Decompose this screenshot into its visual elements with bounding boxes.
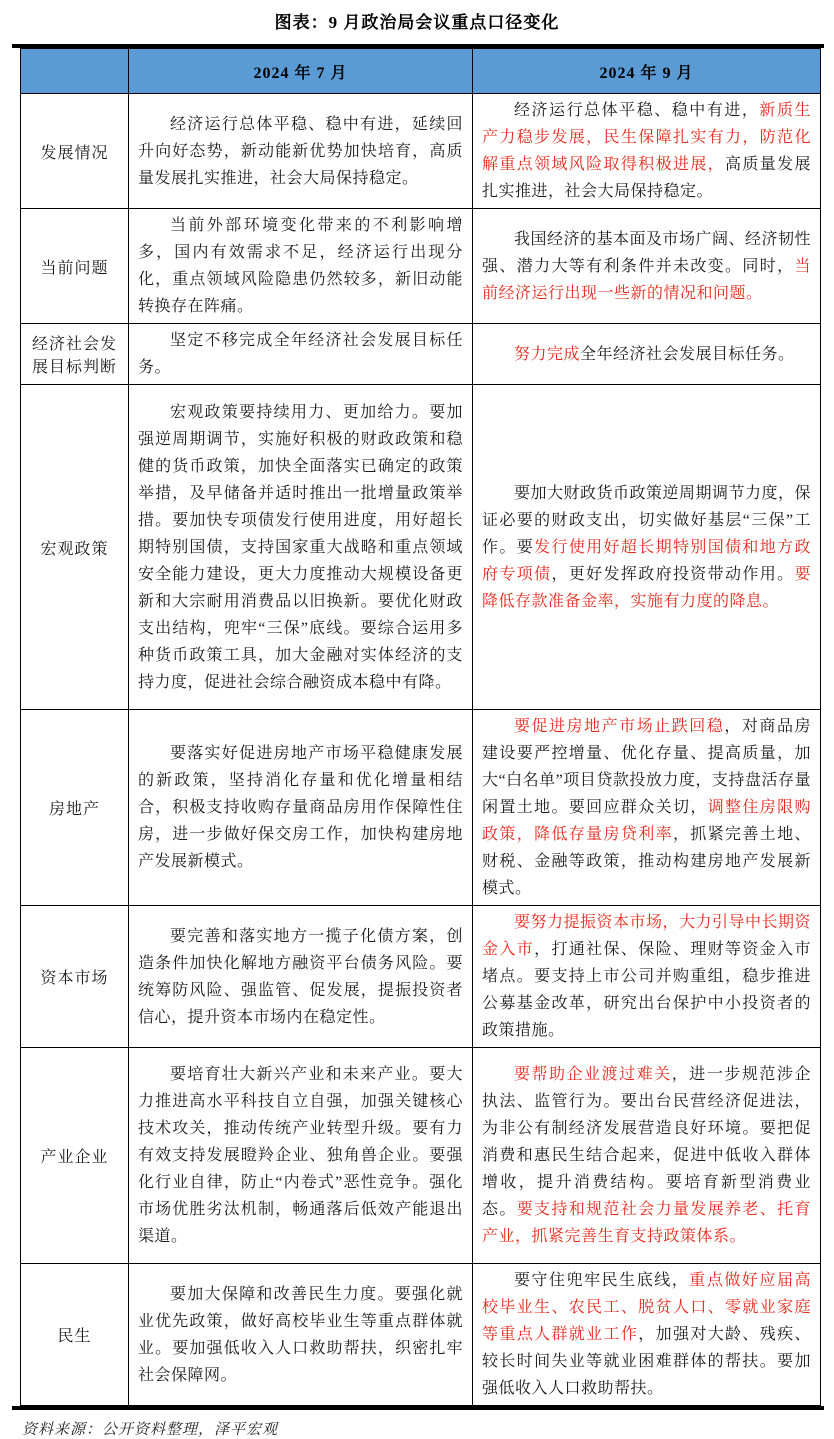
cell-july xyxy=(129,906,473,1048)
highlighted-text: 要努力提振资本市场，大力引导中长期资金入市 xyxy=(482,914,812,958)
cell-sept xyxy=(473,710,821,906)
cell-july-text xyxy=(138,740,463,875)
comparison-table-wrap xyxy=(20,48,820,1406)
cell-july xyxy=(129,94,473,209)
table-row xyxy=(21,94,821,209)
cell-july-text xyxy=(138,1281,463,1389)
plain-text: 当前外部环境变化带来的不利影响增多，国内有效需求不足，经济运行出现分化，重点领域风险隐患仍然较多，新旧动能转换存在阵痛。 xyxy=(138,217,463,315)
row-label: 宏观政策 xyxy=(21,385,129,710)
row-label: 民生 xyxy=(21,1264,129,1406)
plain-text: 要完善和落实地方一揽子化债方案，创造条件加快化解地方融资平台债务风险。要统筹防风险、强监管、促发展，提振投资者信心，提升资本市场内在稳定性。 xyxy=(138,927,463,1026)
comparison-table xyxy=(20,48,821,1406)
cell-sept xyxy=(473,209,821,324)
cell-july-text xyxy=(138,923,463,1031)
plain-text: 要加大保障和改善民生力度。要强化就业优先政策，做好高校毕业生等重点群体就业。要加强低收入人口救助帮扶，织密扎牢社会保障网。 xyxy=(138,1285,463,1384)
highlighted-text: 当前经济运行出现一些新的情况和问题。 xyxy=(482,257,811,302)
plain-text: ，加强对大龄、残疾、较长时间失业等就业困难群体的帮扶。要加强低收入人口救助帮扶。 xyxy=(482,1326,811,1397)
plain-text: ，对商品房建设要严控增量、优化存量、提高质量，加大“白名单”项目贷款投放力度，支持盘活存量闲置土地。要回应群众关切， xyxy=(482,718,811,816)
plain-text: 要落实好促进房地产市场平稳健康发展的新政策，坚持消化存量和优化增量相结合，积极支持收购存量商品房用作保障性住房，进一步做好保交房工作，加快构建房地产发展新模式。 xyxy=(138,745,463,870)
bottom-rule xyxy=(12,1406,824,1410)
highlighted-text: 调整住房限购政策，降低存量房贷利率 xyxy=(482,799,811,843)
plain-text: 要守住兜牢民生底线， xyxy=(514,1272,690,1289)
plain-text: 高质量发展扎实推进，社会大局保持稳定。 xyxy=(482,156,811,200)
row-label: 房地产 xyxy=(21,710,129,906)
row-label: 经济社会发展目标判断 xyxy=(21,324,129,385)
highlighted-text: 要促进房地产市场止跌回稳 xyxy=(514,718,725,735)
table-body xyxy=(21,94,821,1406)
table-row xyxy=(21,324,821,385)
row-label: 产业企业 xyxy=(21,1048,129,1264)
cell-sept-text xyxy=(482,226,811,307)
cell-july-text xyxy=(138,1061,463,1250)
cell-july-text xyxy=(138,327,463,381)
cell-sept xyxy=(473,94,821,209)
plain-text: 全年经济社会发展目标任务。 xyxy=(580,345,795,363)
plain-text: 我国经济的基本面及市场广阔、经济韧性强、潜力大等有利条件并未改变。同时， xyxy=(482,230,812,275)
row-label: 当前问题 xyxy=(21,209,129,324)
cell-july xyxy=(129,209,473,324)
plain-text: ，打通社保、保险、理财等资金入市堵点。要支持上市公司并购重组，稳步推进公募基金改革，研究出台保护中小投资者的政策措施。 xyxy=(482,941,811,1039)
cell-july xyxy=(129,710,473,906)
cell-july xyxy=(129,1048,473,1264)
highlighted-text: 新质生产力稳步发展，民生保障扎实有力，防范化解重点领域风险取得积极进展， xyxy=(482,102,811,173)
header-label-cell xyxy=(21,49,129,94)
highlighted-text: 要帮助企业渡过难关 xyxy=(514,1066,672,1083)
row-label: 发展情况 xyxy=(21,94,129,209)
cell-sept-text xyxy=(482,1061,811,1250)
cell-july xyxy=(129,385,473,710)
table-row xyxy=(21,906,821,1048)
plain-text: ，进一步规范涉企执法、监管行为。要出台民营经济促进法，为非公有制经济发展营造良好环境。要把促消费和惠民生结合起来，促进中低收入群体增收，提升消费结构。要培育新型消费业态。 xyxy=(482,1066,811,1218)
highlighted-text: 发行使用好超长期特别国债和地方政府专项债 xyxy=(482,538,811,583)
highlighted-text: 重点做好应届高校毕业生、农民工、脱贫人口、零就业家庭等重点人群就业工作 xyxy=(482,1272,811,1343)
table-row xyxy=(21,385,821,710)
highlighted-text: 要降低存款准备金率，实施有力度的降息。 xyxy=(482,565,811,610)
highlighted-text: 努力完成 xyxy=(514,345,581,363)
cell-sept xyxy=(473,1264,821,1406)
header-row xyxy=(21,49,821,94)
cell-sept-text xyxy=(482,713,811,902)
cell-july-text xyxy=(138,212,463,320)
header-july: 2024 年 7 月 xyxy=(129,49,473,94)
cell-sept-text xyxy=(482,909,811,1044)
plain-text: 坚定不移完成全年经济社会发展目标任务。 xyxy=(138,332,463,376)
plain-text: 要培育壮大新兴产业和未来产业。要大力推进高水平科技自立自强，加强关键核心技术攻关，推动传统产业转型升级。要有力有效支持发展瞪羚企业、独角兽企业。要强化行业自律，防止“内卷式”恶性竞争。强化市场优胜劣汰机制，畅通落后低效产能退出渠道。 xyxy=(138,1066,463,1245)
row-label: 资本市场 xyxy=(21,906,129,1048)
cell-sept xyxy=(473,385,821,710)
table-row xyxy=(21,209,821,324)
header-sept: 2024 年 9 月 xyxy=(473,49,821,94)
cell-july xyxy=(129,1264,473,1406)
cell-july xyxy=(129,324,473,385)
cell-sept-text xyxy=(482,97,811,205)
table-row xyxy=(21,1264,821,1406)
table-row xyxy=(21,710,821,906)
cell-sept xyxy=(473,906,821,1048)
plain-text: ，抓紧完善土地、财税、金融等政策，推动构建房地产发展新模式。 xyxy=(482,826,811,897)
table-row xyxy=(21,1048,821,1264)
plain-text: 经济运行总体平稳、稳中有进，延续回升向好态势，新动能新优势加快培育，高质量发展扎实推进，社会大局保持稳定。 xyxy=(138,115,463,187)
cell-sept-text xyxy=(482,1267,811,1402)
plain-text: 宏观政策要持续用力、更加给力。要加强逆周期调节，实施好积极的财政政策和稳健的货币政策，加快全面落实已确定的政策举措，及早储备并适时推出一批增量政策举措。要加快专项债发行使用进度，用好超长期特别国债，支持国家重大战略和重点领域安全能力建设，更大力度推动大规模设备更新和大宗耐用消费品以旧换新。要优化财政支出结构，兜牢“三保”底线。要综合运用多种货币政策工具，加大金融对实体经济的支持力度，促进社会综合融资成本稳中有降。 xyxy=(138,403,463,691)
plain-text: 要加大财政货币政策逆周期调节力度，保证必要的财政支出，切实做好基层“三保”工作。要 xyxy=(482,484,812,556)
cell-sept-text xyxy=(482,341,811,368)
cell-july-text xyxy=(138,111,463,192)
source-note: 资料来源：公开资料整理，泽平宏观 xyxy=(22,1422,279,1438)
cell-july-text xyxy=(138,399,463,696)
plain-text: 经济运行总体平稳、稳中有进， xyxy=(514,102,760,119)
cell-sept xyxy=(473,324,821,385)
cell-sept-text xyxy=(482,480,811,615)
highlighted-text: 要支持和规范社会力量发展养老、托育产业，抓紧完善生育支持政策体系。 xyxy=(482,1201,811,1245)
page-title: 图表：9 月政治局会议重点口径变化 xyxy=(274,13,560,32)
cell-sept xyxy=(473,1048,821,1264)
plain-text: ，更好发挥政府投资带动作用。 xyxy=(551,565,795,583)
